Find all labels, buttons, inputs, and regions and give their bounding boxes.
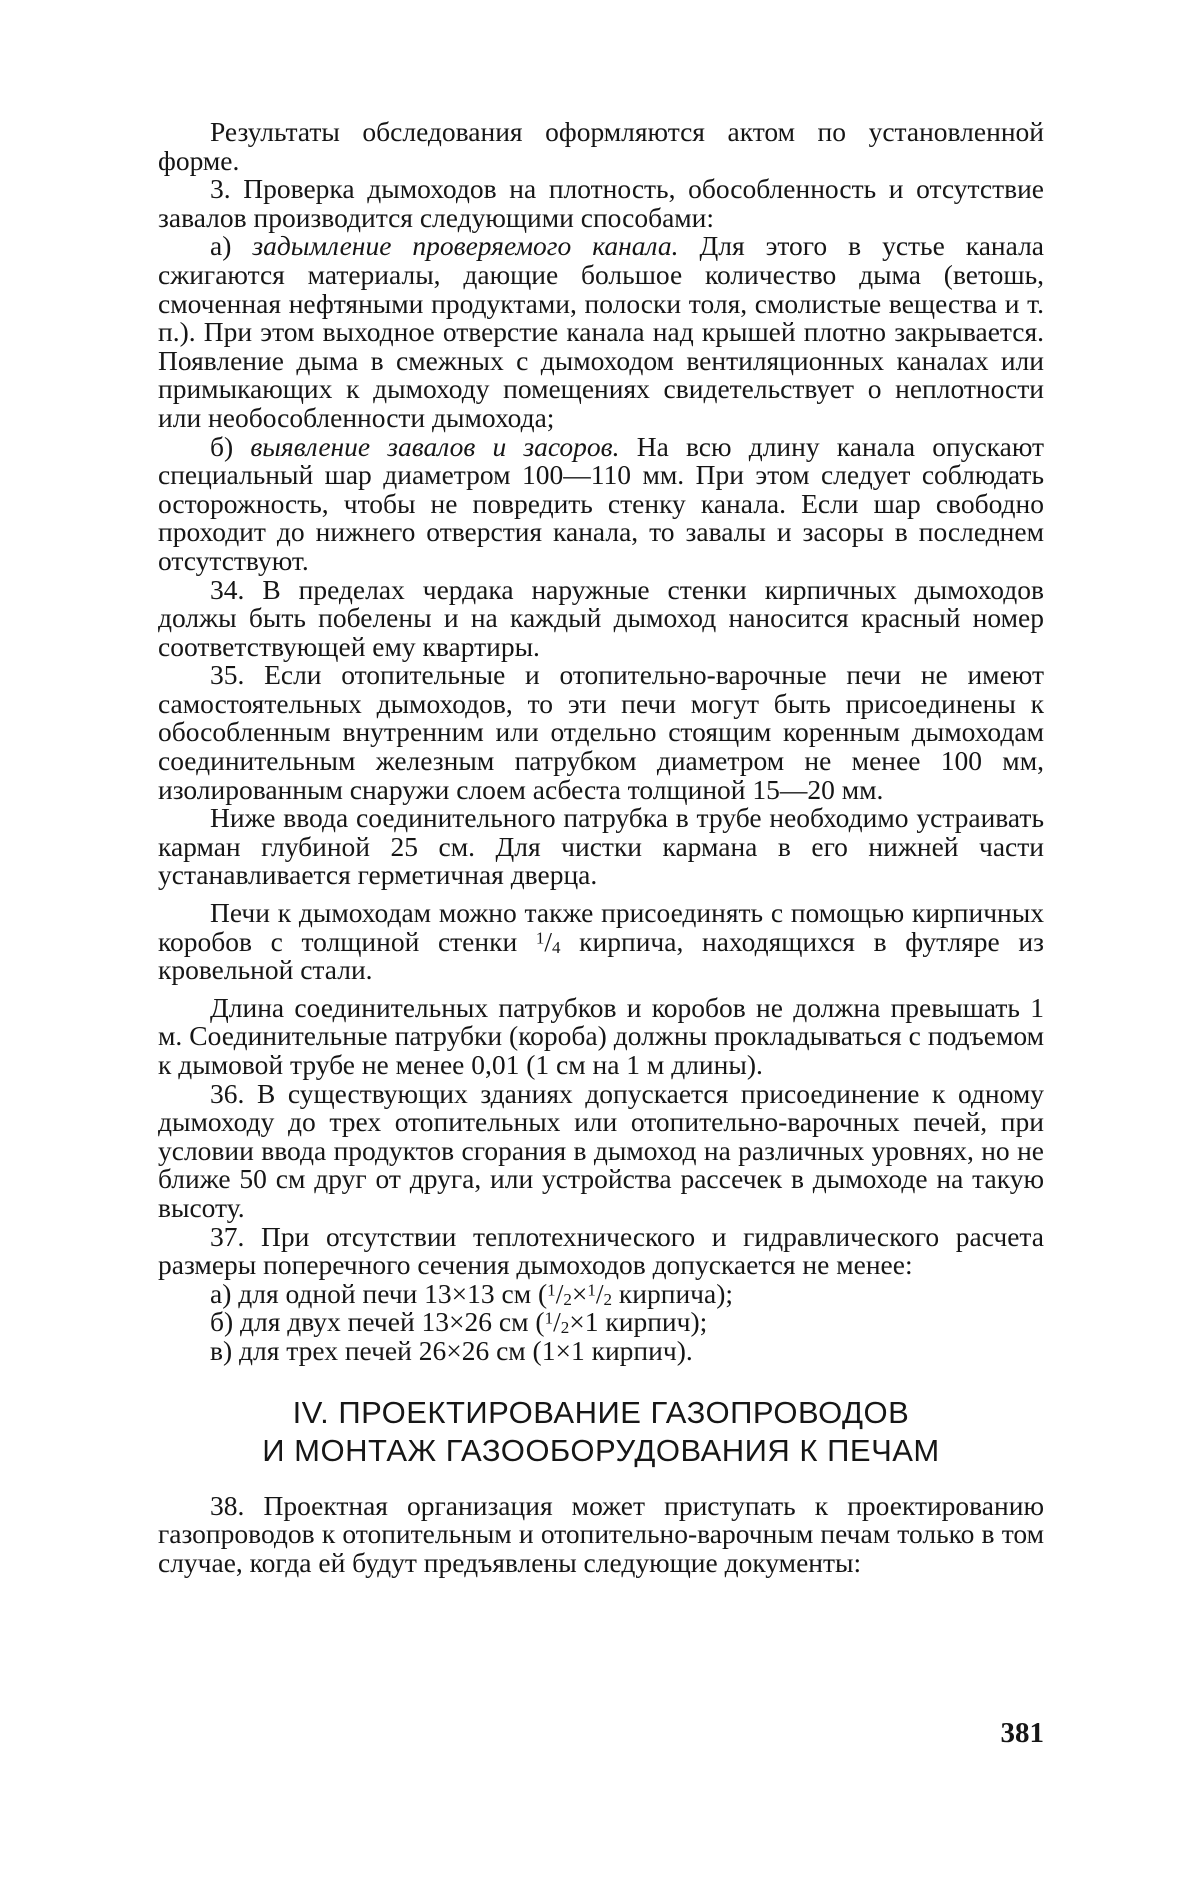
document-page <box>158 118 1044 1758</box>
list-item: а) для одной печи 13×13 см ($^1$/2×$^1$/2 кирпича); <box>210 1277 734 1309</box>
section-heading <box>158 1394 1044 1470</box>
paragraph-item-38: 38. Проектная организация может приступать к проектированию газопроводов к отопительным и отопительно-варочным печам только в том случае, когда ей будут предъявлены следующие документы: <box>158 1489 1044 1578</box>
method-b-title: выявление завалов и засоров. <box>250 430 620 462</box>
fraction-numerator: 1 <box>544 1308 554 1328</box>
size-a-tail: кирпича); <box>612 1277 734 1309</box>
method-a-text: Для этого в устье канала сжигаются материалы, дающие большое количество дыма (ветошь, смоченная нефтяными продуктами, полоски толя, смолистые вещества и т. п.). При этом выходное отверстие канала над крышей плотно закрывается. Появление дыма в смежных с дымоходом вентиляционных каналах или примыкающих к дымоходу помещениях свидетельствует о неплотности или необособленности дымохода; <box>158 230 1045 433</box>
paragraph-method-a <box>158 232 1044 432</box>
list-item <box>158 1334 1044 1366</box>
size-c-text: в) для трех печей 26×26 см (1×1 кирпич). <box>210 1334 693 1366</box>
method-a-marker: а) <box>210 230 232 262</box>
fraction-numerator: 1 <box>535 927 545 947</box>
section-heading-line-2: И МОНТАЖ ГАЗООБОРУДОВАНИЯ К ПЕЧАМ <box>262 1432 940 1468</box>
method-b-marker: б) <box>210 430 234 462</box>
paragraph-pipe-length: Длина соединительных патрубков и коробов не должна превышать 1 м. Соединительные патрубки (короба) должны прокладываться с подъемом к дымовой трубе не менее 0,01 (1 см на 1 м длины). <box>158 991 1044 1080</box>
paragraph-pocket: Ниже ввода соединительного патрубка в трубе необходимо устраивать карман глубиной 25 см. Для чистки кармана в его нижней части устанавливается герметичная дверца. <box>158 802 1044 891</box>
fraction-denominator: 2 <box>563 1289 572 1309</box>
paragraph-item-3: 3. Проверка дымоходов на плотность, обособленность и отсутствие завалов производится следующими способами: <box>158 173 1044 233</box>
fraction-denominator: 4 <box>552 937 561 957</box>
method-a-title: задымление проверяемого канала. <box>252 230 679 262</box>
chimney-size-list <box>158 1277 1044 1366</box>
brick-ducts-text-a: Печи к дымоходам можно также присоединять с помощью кирпичных коробов с толщиной стенки <box>158 897 1044 957</box>
section-heading-line-1: IV. ПРОЕКТИРОВАНИЕ ГАЗОПРОВОДОВ <box>292 1394 910 1430</box>
size-a-text: а) для одной печи 13×13 см ( <box>210 1277 548 1309</box>
paragraph-item-36: 36. В существующих зданиях допускается присоединение к одному дымоходу до трех отопительных или отопительно-варочных печей, при условии ввода продуктов сгорания в дымоход на различных уровнях, но не ближе 50 см друг от друга, или устройства рассечек в дымоходе на такую высоту. <box>158 1077 1044 1223</box>
size-b-tail: ×1 кирпич); <box>569 1306 708 1338</box>
times-sign: × <box>571 1277 588 1309</box>
paragraph-results-act: Результаты обследования оформляются актом по установленной форме. <box>158 116 1044 176</box>
fraction-numerator: 1 <box>547 1280 556 1300</box>
fraction-denominator: 2 <box>603 1289 613 1309</box>
method-b-text: На всю длину канала опускают специальный шар диаметром 100—110 мм. При этом следует соблюдать осторожность, чтобы не повредить стенку канала. Если шар свободно проходит до нижнего отверстия канала, то завалы и засоры в последнем отсутствуют. <box>158 430 1045 576</box>
fraction-numerator: 1 <box>587 1280 596 1300</box>
paragraph-method-b <box>158 430 1045 576</box>
paragraph-brick-ducts: Печи к дымоходам можно также присоединять с помощью кирпичных коробов с толщиной стенки $^1$/4 кирпича, находящихся в футляре из кровельной стали. <box>158 897 1044 986</box>
page-number: 381 <box>1000 1717 1044 1749</box>
size-b-text: б) для двух печей 13×26 см ( <box>210 1306 545 1338</box>
paragraph-item-37: 37. При отсутствии теплотехнического и гидравлического расчета размеры поперечного сечения дымоходов допускается не менее: <box>158 1220 1044 1281</box>
fraction-denominator: 2 <box>560 1318 570 1338</box>
paragraph-item-35: 35. Если отопительные и отопительно-варочные печи не имеют самостоятельных дымоходов, то эти печи могут быть присоединены к обособленным внутренним или отдельно стоящим коренным дымоходам соединительным железным патрубком диаметром не менее 100 мм, изолированным снаружи слоем асбеста толщиной 15—20 мм. <box>158 659 1044 805</box>
paragraph-item-34: 34. В пределах чердака наружные стенки кирпичных дымоходов должы быть побелены и на каждый дымоход наносится красный номер соответствующей ему квартиры. <box>158 573 1044 662</box>
list-item: б) для двух печей 13×26 см ($^1$/2×1 кирпич); <box>210 1306 708 1338</box>
brick-ducts-text-b: кирпича, находящихся в футляре из кровельной стали. <box>158 925 1044 986</box>
